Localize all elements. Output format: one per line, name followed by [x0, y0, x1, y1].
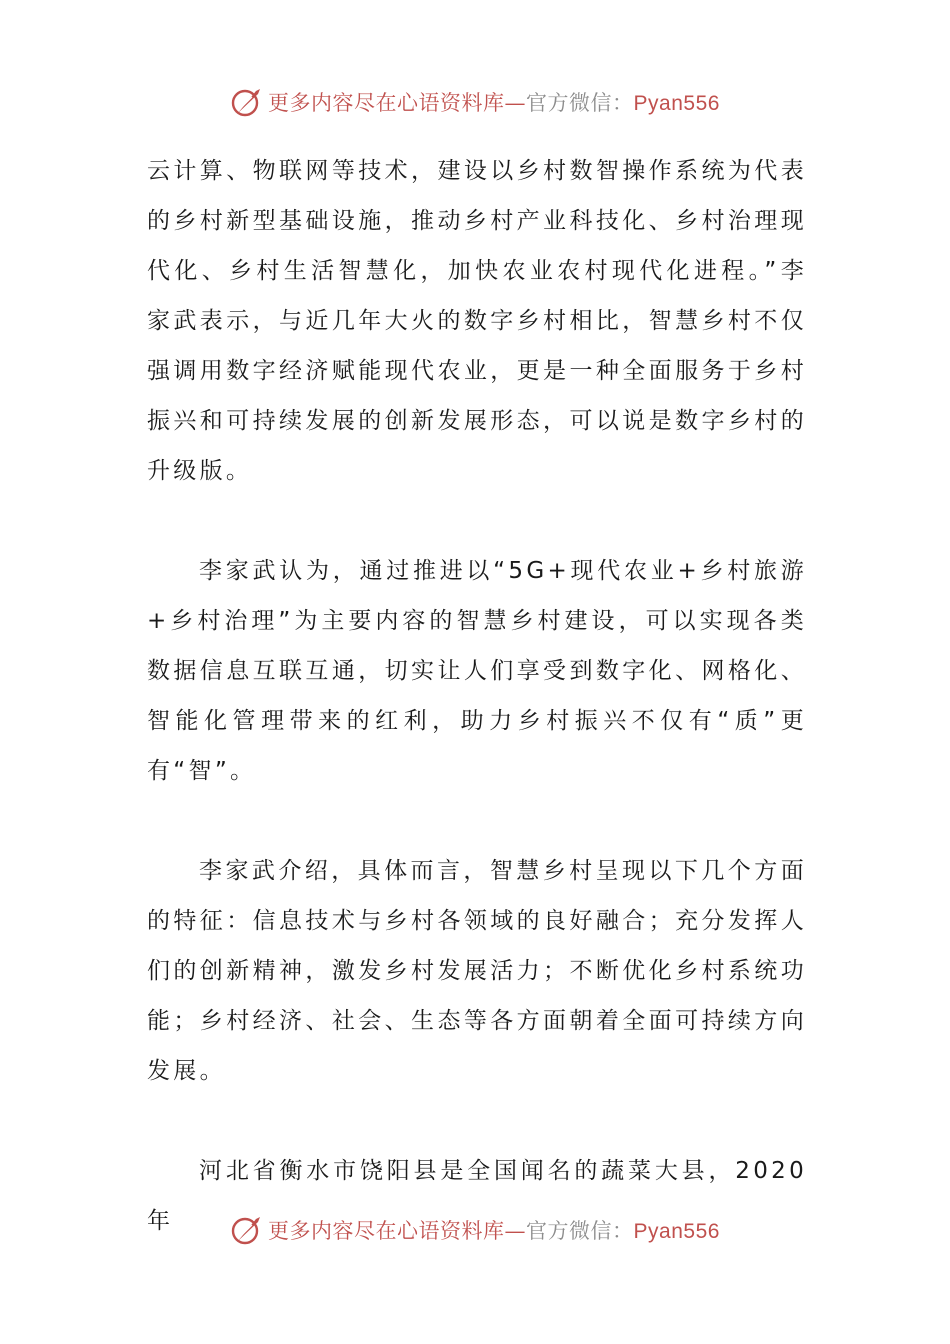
- footer-watermark: [0, 1210, 950, 1250]
- watermark-official-label: 官方微信：: [526, 91, 634, 115]
- paragraph-3: 李家武介绍，具体而言，智慧乡村呈现以下几个方面的特征：信息技术与乡村各领域的良好融合；充分发挥人们的创新精神，激发乡村发展活力；不断优化乡村系统功能；乡村经济、社会、生态等各方面朝着全面可持续方向发展。: [147, 858, 807, 1084]
- quill-pen-circle-icon: [230, 85, 264, 119]
- watermark-text: [268, 1215, 720, 1245]
- document-body: [147, 146, 807, 1296]
- watermark-separator: —: [504, 1219, 527, 1243]
- watermark-wechat-id: Pyan556: [633, 92, 720, 115]
- watermark-official-label: 官方微信：: [526, 1219, 634, 1243]
- paragraph-4: 河北省衡水市饶阳县是全国闻名的蔬菜大县，2020 年: [147, 1158, 807, 1234]
- watermark-text: [268, 87, 720, 117]
- quill-pen-circle-icon: [230, 1213, 264, 1247]
- paragraph-2: 李家武认为，通过推进以“5G+现代农业+乡村旅游+乡村治理”为主要内容的智慧乡村建设，可以实现各类数据信息互联互通，切实让人们享受到数字化、网格化、智能化管理带来的红利，助力乡村振兴不仅有“质”更有“智”。: [147, 558, 807, 784]
- watermark-wechat-id: Pyan556: [633, 1220, 720, 1243]
- watermark-separator: —: [504, 91, 527, 115]
- watermark-brand: 更多内容尽在心语资料库: [268, 1219, 505, 1243]
- header-watermark: [0, 82, 950, 122]
- watermark-brand: 更多内容尽在心语资料库: [268, 91, 505, 115]
- paragraph-1: 云计算、物联网等技术，建设以乡村数智操作系统为代表的乡村新型基础设施，推动乡村产业科技化、乡村治理现代化、乡村生活智慧化，加快农业农村现代化进程。”李家武表示，与近几年大火的数字乡村相比，智慧乡村不仅强调用数字经济赋能现代农业，更是一种全面服务于乡村振兴和可持续发展的创新发展形态，可以说是数字乡村的升级版。: [147, 158, 807, 484]
